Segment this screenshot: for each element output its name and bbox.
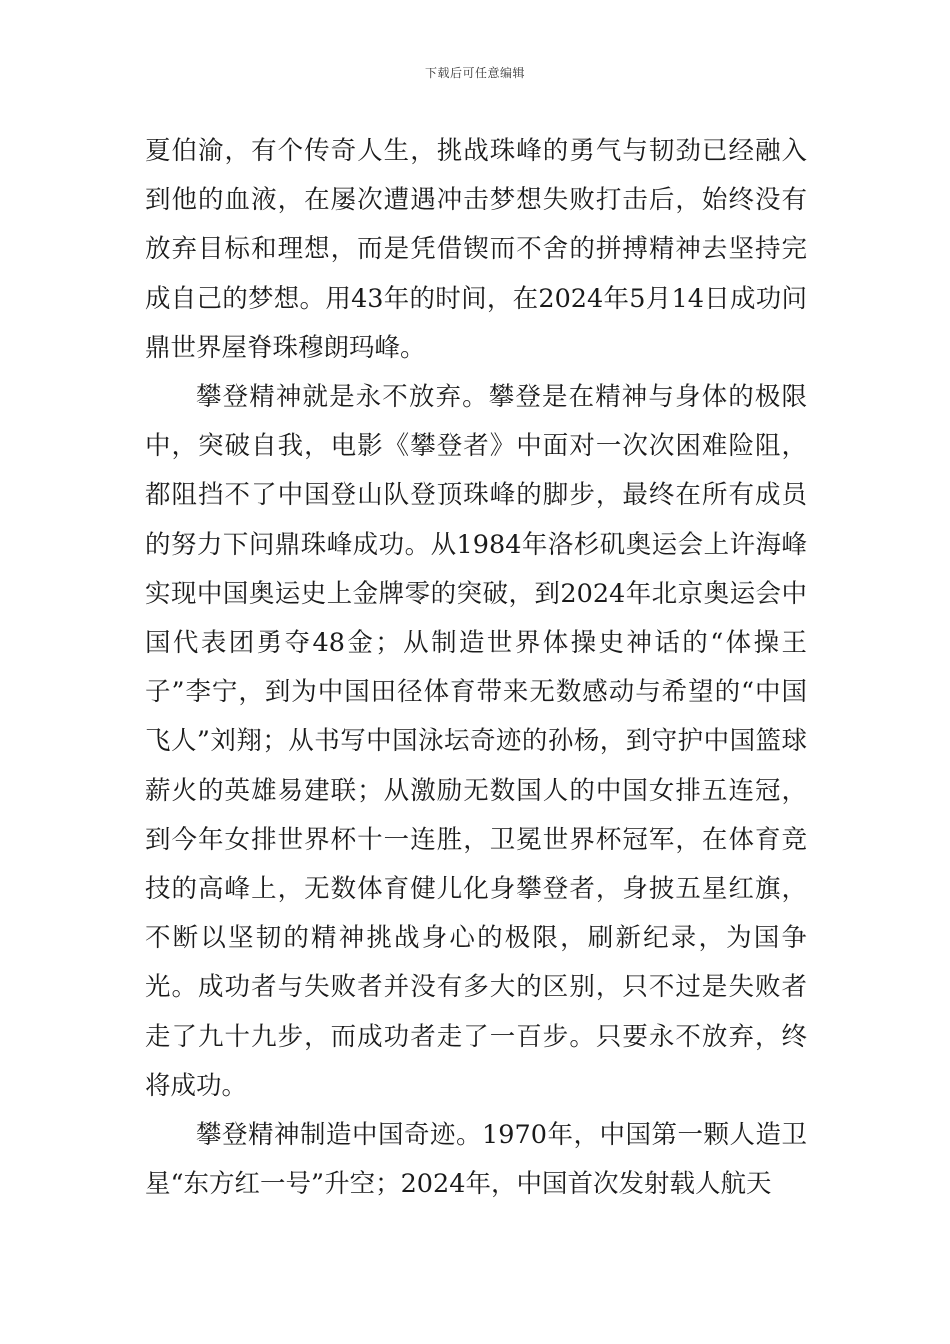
page-header: 下载后可任意编辑: [424, 66, 525, 80]
paragraph-china-miracle: 攀登精神制造中国奇迹。1970年，中国第一颗人造卫星“东方红一号”升空；2024年，中国首次发射载人航天: [145, 1120, 807, 1200]
document-body: [145, 127, 807, 1209]
paragraph-never-give-up: 攀登精神就是永不放弃。攀登是在精神与身体的极限中，突破自我，电影《攀登者》中面对一次次困难险阻，都阻挡不了中国登山队登顶珠峰的脚步，最终在所有成员的努力下问鼎珠峰成功。从1984年洛杉矶奥运会上许海峰实现中国奥运史上金牌零的突破，到2024年北京奥运会中国代表团勇夺48金；从制造世界体操史神话的“体操王子”李宁，到为中国田径体育带来无数感动与希望的“中国飞人”刘翔；从书写中国泳坛奇迹的孙杨，到守护中国篮球薪火的英雄易建联；从激励无数国人的中国女排五连冠，到今年女排世界杯十一连胜，卫冕世界杯冠军，在体育竞技的高峰上，无数体育健儿化身攀登者，身披五星红旗，不断以坚韧的精神挑战身心的极限，刷新纪录，为国争光。成功者与失败者并没有多大的区别，只不过是失败者走了九十九步，而成功者走了一百步。只要永不放弃，终将成功。: [145, 382, 807, 1101]
paragraph-xia-boyu: 夏伯渝，有个传奇人生，挑战珠峰的勇气与韧劲已经融入到他的血液，在屡次遭遇冲击梦想失败打击后，始终没有放弃目标和理想，而是凭借锲而不舍的拼搏精神去坚持完成自己的梦想。用43年的时间，在2024年5月14日成功问鼎世界屋脊珠穆朗玛峰。: [145, 136, 807, 363]
